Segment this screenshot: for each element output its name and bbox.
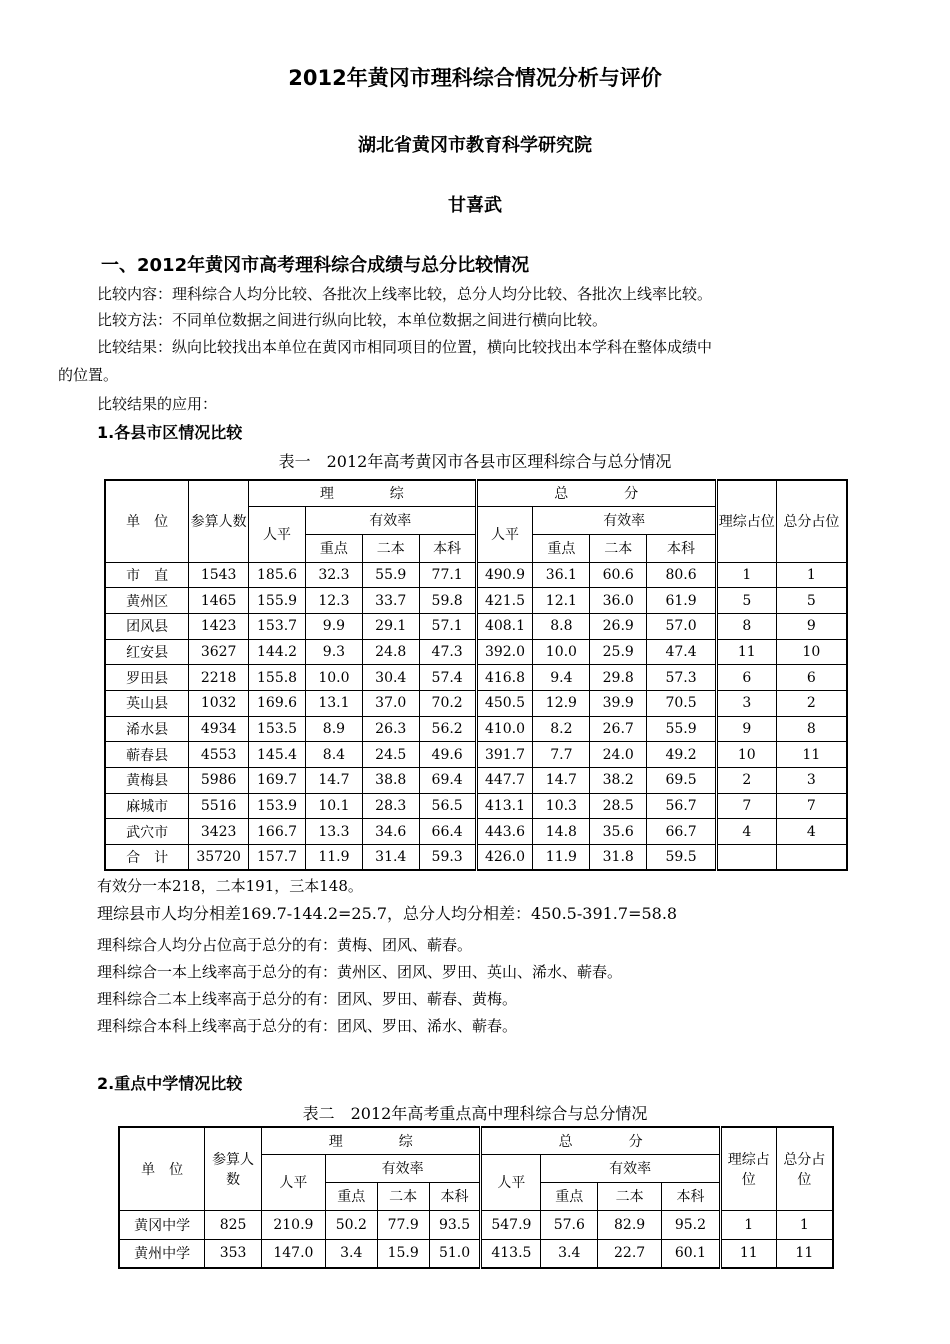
cell-total-undergrad: 57.3 — [647, 665, 717, 691]
header-total: 总 分 — [476, 480, 716, 506]
note-key-rate: 理科综合一本上线率高于总分的有：黄州区、团风、罗田、英山、浠水、蕲春。 — [97, 963, 623, 981]
cell-science-key: 8.9 — [306, 716, 363, 742]
cell-total-undergrad: 56.7 — [647, 793, 717, 819]
header-total-key: 重点 — [533, 534, 590, 562]
cell-science-rank: 4 — [716, 819, 776, 845]
cell-science-undergrad: 59.8 — [419, 588, 476, 614]
cell-participants: 5516 — [189, 793, 249, 819]
cell-science-rank: 6 — [716, 665, 776, 691]
cell-participants: 5986 — [189, 768, 249, 794]
table-row — [119, 1239, 833, 1268]
cell-participants: 35720 — [189, 845, 249, 871]
cell-total-rank: 10 — [776, 639, 847, 665]
cell-science-second: 29.1 — [362, 613, 419, 639]
cell-participants: 353 — [205, 1239, 262, 1268]
cell-total-key: 12.1 — [533, 588, 590, 614]
table1-caption: 表一 2012年高考黄冈市各县市区理科综合与总分情况 — [278, 452, 672, 471]
cell-science-rank: 10 — [716, 742, 776, 768]
cell-science-rank — [716, 845, 776, 871]
cell-participants: 4934 — [189, 716, 249, 742]
cell-science-avg: 210.9 — [261, 1210, 325, 1239]
cell-total-key: 7.7 — [533, 742, 590, 768]
table-row — [105, 819, 847, 845]
cell-science-undergrad: 93.5 — [429, 1210, 481, 1239]
header-total: 总 分 — [481, 1127, 720, 1154]
table-row — [105, 793, 847, 819]
header-total-second: 二本 — [590, 534, 647, 562]
cell-participants: 1465 — [189, 588, 249, 614]
cell-science-rank: 11 — [720, 1239, 776, 1268]
cell-science-second: 31.4 — [362, 845, 419, 871]
cell-total-second: 60.6 — [590, 562, 647, 588]
cell-total-undergrad: 49.2 — [647, 742, 717, 768]
cell-unit: 黄冈中学 — [119, 1210, 205, 1239]
header-participants: 参算人数 — [189, 480, 249, 562]
cell-science-key: 13.3 — [306, 819, 363, 845]
cell-total-rank: 8 — [776, 716, 847, 742]
cell-total-second: 36.0 — [590, 588, 647, 614]
cell-science-second: 30.4 — [362, 665, 419, 691]
header-science-avg: 人平 — [261, 1154, 325, 1210]
cell-total-key: 11.9 — [533, 845, 590, 871]
header-science-avg: 人平 — [249, 506, 306, 562]
para-application: 比较结果的应用： — [97, 395, 218, 413]
table-row — [105, 613, 847, 639]
cell-unit: 英山县 — [105, 690, 189, 716]
cell-total-avg: 413.1 — [476, 793, 533, 819]
cell-science-second: 38.8 — [362, 768, 419, 794]
cell-science-key: 12.3 — [306, 588, 363, 614]
table-row — [105, 639, 847, 665]
cell-science-avg: 155.9 — [249, 588, 306, 614]
cell-participants: 3423 — [189, 819, 249, 845]
cell-participants: 1543 — [189, 562, 249, 588]
table-row — [105, 845, 847, 871]
cell-science-avg: 153.9 — [249, 793, 306, 819]
cell-science-avg: 145.4 — [249, 742, 306, 768]
header-total-efficiency: 有效率 — [533, 506, 716, 534]
cell-science-rank: 2 — [716, 768, 776, 794]
cell-science-key: 9.9 — [306, 613, 363, 639]
para-method: 比较方法：不同单位数据之间进行纵向比较，本单位数据之间进行横向比较。 — [97, 311, 608, 329]
cell-total-avg: 490.9 — [476, 562, 533, 588]
cell-total-second: 38.2 — [590, 768, 647, 794]
doc-organization: 湖北省黄冈市教育科学研究院 — [358, 135, 592, 156]
cell-total-key: 8.8 — [533, 613, 590, 639]
cell-participants: 825 — [205, 1210, 262, 1239]
cell-science-rank: 1 — [716, 562, 776, 588]
cell-total-rank: 9 — [776, 613, 847, 639]
cell-science-key: 32.3 — [306, 562, 363, 588]
cell-total-undergrad: 57.0 — [647, 613, 717, 639]
cell-total-key: 3.4 — [541, 1239, 598, 1268]
cell-science-undergrad: 77.1 — [419, 562, 476, 588]
cell-science-second: 77.9 — [377, 1210, 429, 1239]
header-unit: 单 位 — [119, 1127, 205, 1210]
cell-total-avg: 416.8 — [476, 665, 533, 691]
cell-science-second: 34.6 — [362, 819, 419, 845]
cell-total-second: 26.9 — [590, 613, 647, 639]
cell-science-key: 11.9 — [306, 845, 363, 871]
cell-total-rank: 1 — [776, 1210, 833, 1239]
cell-science-undergrad: 57.4 — [419, 665, 476, 691]
para-content: 比较内容：理科综合人均分比较、各批次上线率比较，总分人均分比较、各批次上线率比较。 — [97, 285, 713, 303]
header-total-rank: 总分占位 — [776, 480, 847, 562]
header-science: 理 综 — [261, 1127, 480, 1154]
cell-science-avg: 157.7 — [249, 845, 306, 871]
cell-total-rank: 1 — [776, 562, 847, 588]
cell-total-avg: 447.7 — [476, 768, 533, 794]
table2-caption: 表二 2012年高考重点高中理科综合与总分情况 — [302, 1104, 648, 1123]
cell-total-key: 36.1 — [533, 562, 590, 588]
cell-total-undergrad: 61.9 — [647, 588, 717, 614]
cell-science-rank: 3 — [716, 690, 776, 716]
cell-total-undergrad: 70.5 — [647, 690, 717, 716]
header-science-second: 二本 — [362, 534, 419, 562]
cell-total-avg: 410.0 — [476, 716, 533, 742]
cell-unit: 蕲春县 — [105, 742, 189, 768]
cell-science-rank: 1 — [720, 1210, 776, 1239]
cell-science-avg: 169.6 — [249, 690, 306, 716]
cell-participants: 3627 — [189, 639, 249, 665]
cell-total-avg: 408.1 — [476, 613, 533, 639]
cell-total-rank: 3 — [776, 768, 847, 794]
table-row — [105, 562, 847, 588]
note-undergrad-rate: 理科综合本科上线率高于总分的有：团风、罗田、浠水、蕲春。 — [97, 1017, 518, 1035]
cell-total-undergrad: 95.2 — [662, 1210, 721, 1239]
cell-participants: 2218 — [189, 665, 249, 691]
cell-science-key: 9.3 — [306, 639, 363, 665]
cell-science-second: 24.5 — [362, 742, 419, 768]
cell-total-second: 82.9 — [598, 1210, 662, 1239]
cell-science-second: 33.7 — [362, 588, 419, 614]
cell-total-avg: 443.6 — [476, 819, 533, 845]
cell-total-avg: 392.0 — [476, 639, 533, 665]
cell-total-avg: 421.5 — [476, 588, 533, 614]
cell-unit: 黄州区 — [105, 588, 189, 614]
table-row — [105, 716, 847, 742]
subsection-2-title: 2.重点中学情况比较 — [97, 1074, 243, 1093]
header-science-second: 二本 — [377, 1182, 429, 1210]
cell-science-avg: 144.2 — [249, 639, 306, 665]
cell-science-second: 28.3 — [362, 793, 419, 819]
cell-total-rank — [776, 845, 847, 871]
cell-total-undergrad: 69.5 — [647, 768, 717, 794]
cell-science-avg: 153.7 — [249, 613, 306, 639]
cell-science-undergrad: 69.4 — [419, 768, 476, 794]
doc-title: 2012年黄冈市理科综合情况分析与评价 — [288, 66, 662, 90]
header-science-undergrad: 本科 — [419, 534, 476, 562]
header-science-efficiency: 有效率 — [325, 1154, 481, 1182]
table-row — [105, 588, 847, 614]
cell-participants: 4553 — [189, 742, 249, 768]
cell-science-key: 14.7 — [306, 768, 363, 794]
cell-unit: 浠水县 — [105, 716, 189, 742]
cell-science-second: 55.9 — [362, 562, 419, 588]
header-science-key: 重点 — [306, 534, 363, 562]
table1 — [104, 479, 848, 871]
cell-total-avg: 391.7 — [476, 742, 533, 768]
table-row — [105, 665, 847, 691]
cell-total-rank: 4 — [776, 819, 847, 845]
cell-total-second: 26.7 — [590, 716, 647, 742]
header-science-rank: 理综占位 — [720, 1127, 776, 1210]
cell-science-second: 15.9 — [377, 1239, 429, 1268]
cell-total-second: 39.9 — [590, 690, 647, 716]
header-total-undergrad: 本科 — [662, 1182, 721, 1210]
header-participants: 参算人数 — [205, 1127, 262, 1210]
note-avg-diff: 理综县市人均分相差169.7-144.2=25.7，总分人均分相差：450.5-391.7=58.8 — [97, 904, 678, 923]
cell-total-undergrad: 59.5 — [647, 845, 717, 871]
cell-science-second: 26.3 — [362, 716, 419, 742]
cell-unit: 麻城市 — [105, 793, 189, 819]
cell-total-key: 10.0 — [533, 639, 590, 665]
table2 — [118, 1126, 834, 1269]
header-total-key: 重点 — [541, 1182, 598, 1210]
subsection-1-title: 1.各县市区情况比较 — [97, 423, 243, 442]
cell-total-avg: 450.5 — [476, 690, 533, 716]
table-row — [105, 742, 847, 768]
cell-science-rank: 11 — [716, 639, 776, 665]
header-science-undergrad: 本科 — [429, 1182, 481, 1210]
cell-total-undergrad: 66.7 — [647, 819, 717, 845]
cell-total-undergrad: 80.6 — [647, 562, 717, 588]
cell-participants: 1032 — [189, 690, 249, 716]
header-science: 理 综 — [249, 480, 476, 506]
cell-science-second: 37.0 — [362, 690, 419, 716]
cell-science-avg: 153.5 — [249, 716, 306, 742]
cell-science-rank: 5 — [716, 588, 776, 614]
note-second-rate: 理科综合二本上线率高于总分的有：团风、罗田、蕲春、黄梅。 — [97, 990, 518, 1008]
cell-total-second: 29.8 — [590, 665, 647, 691]
cell-science-key: 13.1 — [306, 690, 363, 716]
header-total-avg: 人平 — [476, 506, 533, 562]
cell-science-key: 3.4 — [325, 1239, 377, 1268]
cell-science-avg: 169.7 — [249, 768, 306, 794]
cell-unit: 黄州中学 — [119, 1239, 205, 1268]
cell-total-key: 10.3 — [533, 793, 590, 819]
cell-total-second: 31.8 — [590, 845, 647, 871]
cell-science-rank: 7 — [716, 793, 776, 819]
header-science-efficiency: 有效率 — [306, 506, 477, 534]
cell-unit: 红安县 — [105, 639, 189, 665]
header-science-rank: 理综占位 — [716, 480, 776, 562]
cell-participants: 1423 — [189, 613, 249, 639]
cell-science-rank: 8 — [716, 613, 776, 639]
cell-science-second: 24.8 — [362, 639, 419, 665]
cell-total-key: 8.2 — [533, 716, 590, 742]
cell-science-undergrad: 49.6 — [419, 742, 476, 768]
cell-total-second: 22.7 — [598, 1239, 662, 1268]
header-total-avg: 人平 — [481, 1154, 541, 1210]
cell-science-undergrad: 56.2 — [419, 716, 476, 742]
para-result-line2: 的位置。 — [58, 366, 119, 384]
cell-science-rank: 9 — [716, 716, 776, 742]
cell-total-key: 14.8 — [533, 819, 590, 845]
cell-total-second: 28.5 — [590, 793, 647, 819]
cell-total-avg: 413.5 — [481, 1239, 541, 1268]
cell-total-key: 14.7 — [533, 768, 590, 794]
cell-science-undergrad: 57.1 — [419, 613, 476, 639]
cell-total-second: 24.0 — [590, 742, 647, 768]
cell-total-avg: 547.9 — [481, 1210, 541, 1239]
cell-total-rank: 6 — [776, 665, 847, 691]
cell-unit: 武穴市 — [105, 819, 189, 845]
cell-unit: 团风县 — [105, 613, 189, 639]
cell-total-second: 25.9 — [590, 639, 647, 665]
cell-science-undergrad: 70.2 — [419, 690, 476, 716]
cell-science-undergrad: 47.3 — [419, 639, 476, 665]
note-avg-rank: 理科综合人均分占位高于总分的有：黄梅、团风、蕲春。 — [97, 936, 473, 954]
cell-unit: 市 直 — [105, 562, 189, 588]
cell-science-undergrad: 59.3 — [419, 845, 476, 871]
cell-science-undergrad: 56.5 — [419, 793, 476, 819]
cell-science-undergrad: 51.0 — [429, 1239, 481, 1268]
cell-total-rank: 7 — [776, 793, 847, 819]
cell-science-key: 8.4 — [306, 742, 363, 768]
cell-science-key: 50.2 — [325, 1210, 377, 1239]
header-total-rank: 总分占位 — [776, 1127, 833, 1210]
cell-science-avg: 155.8 — [249, 665, 306, 691]
doc-author: 甘喜武 — [448, 195, 502, 216]
table-row — [105, 768, 847, 794]
header-unit: 单 位 — [105, 480, 189, 562]
cell-total-avg: 426.0 — [476, 845, 533, 871]
cell-total-rank: 5 — [776, 588, 847, 614]
cell-unit: 黄梅县 — [105, 768, 189, 794]
cell-total-undergrad: 55.9 — [647, 716, 717, 742]
cell-total-key: 12.9 — [533, 690, 590, 716]
cell-unit: 罗田县 — [105, 665, 189, 691]
cell-science-avg: 166.7 — [249, 819, 306, 845]
cell-science-undergrad: 66.4 — [419, 819, 476, 845]
header-total-second: 二本 — [598, 1182, 662, 1210]
cell-total-key: 9.4 — [533, 665, 590, 691]
header-science-key: 重点 — [325, 1182, 377, 1210]
cell-unit: 合 计 — [105, 845, 189, 871]
cell-total-undergrad: 60.1 — [662, 1239, 721, 1268]
table-row — [105, 690, 847, 716]
cell-total-key: 57.6 — [541, 1210, 598, 1239]
para-result-line1: 比较结果：纵向比较找出本单位在黄冈市相同项目的位置，横向比较找出本学科在整体成绩中 — [97, 338, 713, 356]
cell-total-rank: 2 — [776, 690, 847, 716]
header-total-undergrad: 本科 — [647, 534, 717, 562]
section-1-title: 一、2012年黄冈市高考理科综合成绩与总分比较情况 — [101, 255, 530, 276]
cell-total-rank: 11 — [776, 1239, 833, 1268]
cell-total-undergrad: 47.4 — [647, 639, 717, 665]
header-total-efficiency: 有效率 — [541, 1154, 721, 1182]
cell-science-avg: 185.6 — [249, 562, 306, 588]
cell-science-key: 10.1 — [306, 793, 363, 819]
note-valid-scores: 有效分一本218，二本191，三本148。 — [97, 877, 363, 895]
cell-total-second: 35.6 — [590, 819, 647, 845]
cell-science-key: 10.0 — [306, 665, 363, 691]
table-row — [119, 1210, 833, 1239]
cell-total-rank: 11 — [776, 742, 847, 768]
cell-science-avg: 147.0 — [261, 1239, 325, 1268]
